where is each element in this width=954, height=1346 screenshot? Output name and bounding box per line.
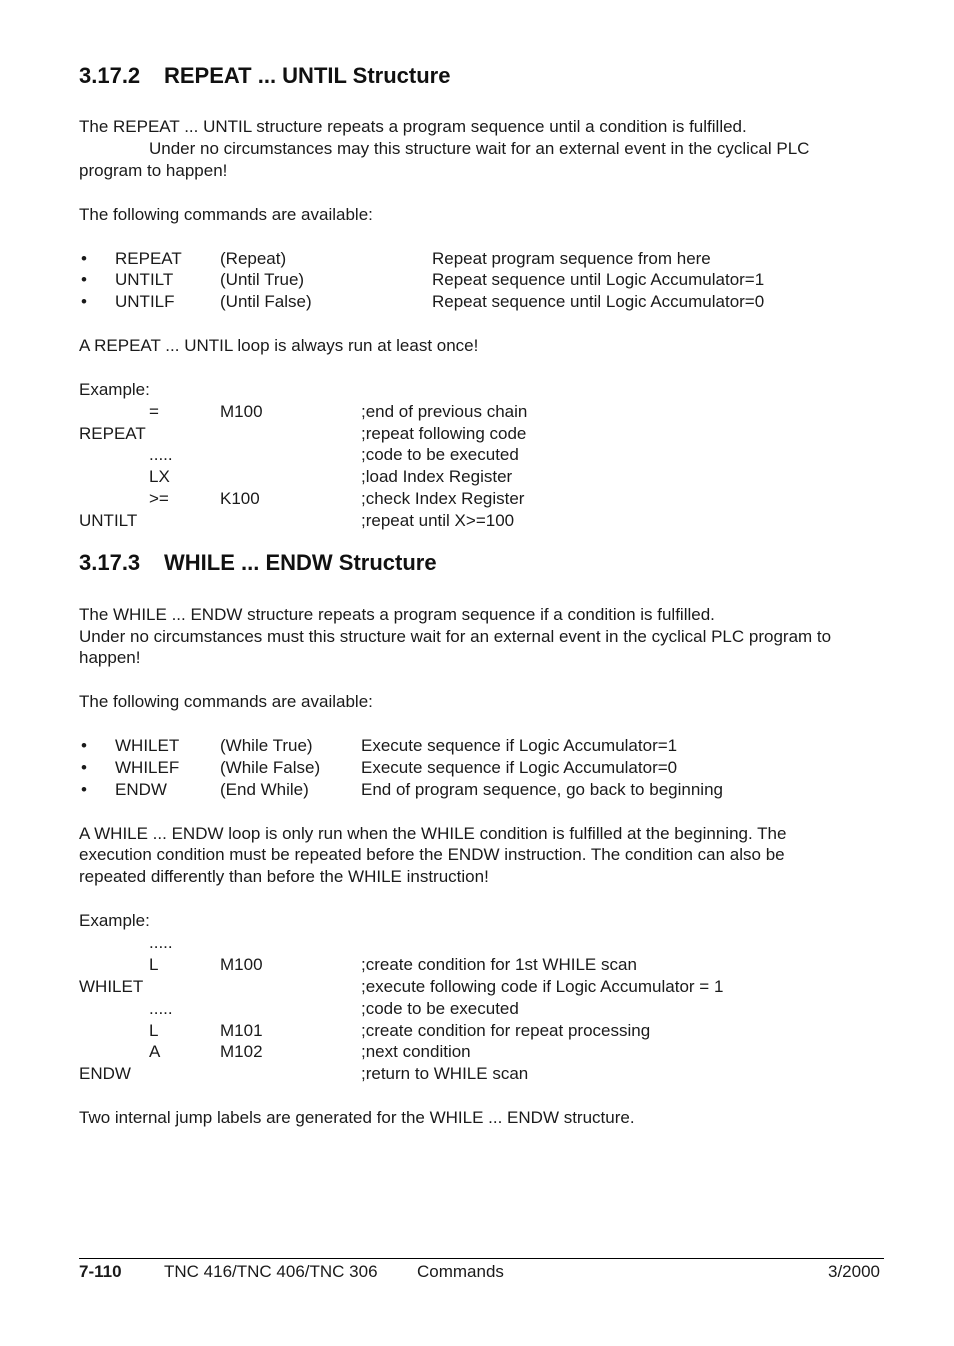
example-label: Example: <box>79 911 150 930</box>
code-op: L <box>149 955 159 974</box>
code-operand: M101 <box>220 1021 263 1040</box>
command-meaning: (While False) <box>220 758 321 777</box>
bullet-icon: • <box>81 249 87 268</box>
paragraph: The following commands are available: <box>79 205 373 224</box>
code-comment: ;code to be executed <box>361 999 519 1018</box>
command-name: REPEAT <box>115 249 182 268</box>
bullet-icon: • <box>81 780 87 799</box>
code-comment: ;next condition <box>361 1042 471 1061</box>
code-comment: ;return to WHILE scan <box>361 1064 529 1083</box>
code-op: LX <box>149 467 170 486</box>
command-meaning: (End While) <box>220 780 309 799</box>
paragraph: A REPEAT ... UNTIL loop is always run at least once! <box>79 336 479 355</box>
section-heading <box>79 549 437 577</box>
paragraph: The following commands are available: <box>79 692 373 711</box>
code-operand: M100 <box>220 402 263 421</box>
code-operand: M100 <box>220 955 263 974</box>
page-number: 7-110 <box>79 1262 122 1281</box>
footer-date: 3/2000 <box>828 1262 880 1281</box>
command-description: Repeat program sequence from here <box>432 249 711 268</box>
bullet-icon: • <box>81 270 87 289</box>
command-description: Execute sequence if Logic Accumulator=1 <box>361 736 678 755</box>
code-comment: ;create condition for 1st WHILE scan <box>361 955 637 974</box>
example-label: Example: <box>79 380 150 399</box>
code-operand: M102 <box>220 1042 263 1061</box>
section-number: 3.17.3 <box>79 550 141 575</box>
code-comment: ;end of previous chain <box>361 402 528 421</box>
code-op: = <box>149 402 159 421</box>
paragraph: Two internal jump labels are generated for the WHILE ... ENDW structure. <box>79 1108 635 1127</box>
command-description: Repeat sequence until Logic Accumulator=0 <box>432 292 765 311</box>
bullet-icon: • <box>81 292 87 311</box>
bullet-icon: • <box>81 758 87 777</box>
code-comment: ;create condition for repeat processing <box>361 1021 651 1040</box>
paragraph: The REPEAT ... UNTIL structure repeats a program sequence until a condition is fulfilled. <box>79 117 747 136</box>
command-name: ENDW <box>115 780 167 799</box>
code-label: ENDW <box>79 1064 131 1083</box>
code-label: REPEAT <box>79 424 146 443</box>
code-comment: ;check Index Register <box>361 489 525 508</box>
code-op: ..... <box>149 445 173 464</box>
section-title: WHILE ... ENDW Structure <box>164 550 437 575</box>
command-name: UNTILT <box>115 270 174 289</box>
command-name: WHILEF <box>115 758 180 777</box>
command-description: Repeat sequence until Logic Accumulator=1 <box>432 270 765 289</box>
section-number: 3.17.2 <box>79 63 141 88</box>
paragraph: Under no circumstances must this structure wait for an external event in the cyclical PLC program to <box>79 627 832 646</box>
code-operand: K100 <box>220 489 260 508</box>
paragraph: Under no circumstances may this structure wait for an external event in the cyclical PLC <box>149 139 810 158</box>
command-meaning: (Until True) <box>220 270 305 289</box>
command-description: Execute sequence if Logic Accumulator=0 <box>361 758 678 777</box>
code-label: WHILET <box>79 977 144 996</box>
code-op: L <box>149 1021 159 1040</box>
command-name: UNTILF <box>115 292 175 311</box>
section-heading <box>79 62 450 90</box>
code-comment: ;execute following code if Logic Accumulator = 1 <box>361 977 724 996</box>
paragraph: execution condition must be repeated before the ENDW instruction. The condition can also be <box>79 845 785 864</box>
bullet-icon: • <box>81 736 87 755</box>
command-name: WHILET <box>115 736 180 755</box>
paragraph: A WHILE ... ENDW loop is only run when the WHILE condition is fulfilled at the beginning. The <box>79 824 787 843</box>
command-meaning: (While True) <box>220 736 313 755</box>
paragraph: The WHILE ... ENDW structure repeats a program sequence if a condition is fulfilled. <box>79 605 715 624</box>
footer-rule <box>79 1258 884 1259</box>
section-title: REPEAT ... UNTIL Structure <box>164 63 451 88</box>
code-op: >= <box>149 489 169 508</box>
code-op: ..... <box>149 933 173 952</box>
command-meaning: (Repeat) <box>220 249 287 268</box>
command-meaning: (Until False) <box>220 292 312 311</box>
code-comment: ;code to be executed <box>361 445 519 464</box>
command-description: End of program sequence, go back to beginning <box>361 780 723 799</box>
footer-product: TNC 416/TNC 406/TNC 306 <box>164 1262 378 1281</box>
footer-chapter: Commands <box>417 1262 504 1281</box>
code-op: A <box>149 1042 161 1061</box>
paragraph: program to happen! <box>79 161 228 180</box>
paragraph: happen! <box>79 648 141 667</box>
code-comment: ;repeat until X>=100 <box>361 511 515 530</box>
paragraph: repeated differently than before the WHILE instruction! <box>79 867 489 886</box>
code-label: UNTILT <box>79 511 138 530</box>
code-op: ..... <box>149 999 173 1018</box>
code-comment: ;load Index Register <box>361 467 513 486</box>
code-comment: ;repeat following code <box>361 424 527 443</box>
